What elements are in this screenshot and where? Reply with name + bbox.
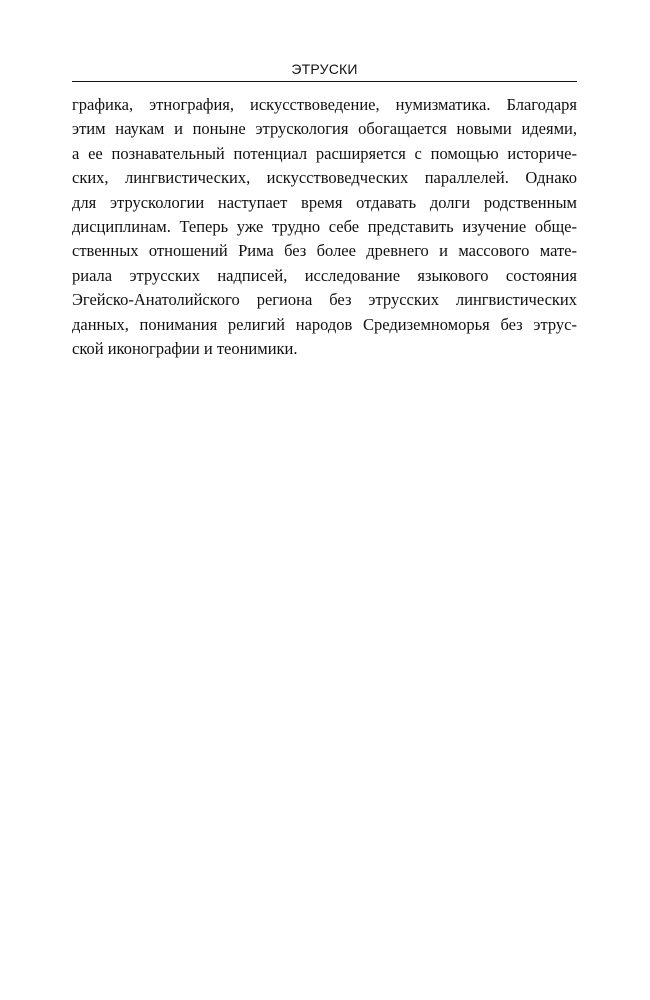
text-line: графика, этнография, искусствоведение, нумизматика. Благодаря <box>72 95 577 114</box>
running-head: ЭТРУСКИ <box>291 61 358 77</box>
header-rule <box>72 81 577 82</box>
text-line: а ее познавательный потенциал расширяется с помощью историче- <box>72 143 577 163</box>
text-line: этим наукам и поныне этрускология обогащается новыми идеями, <box>72 119 577 139</box>
text-line: риала этрусских надписей, исследование языкового состояния <box>72 265 577 285</box>
text-line: данных, понимания религий народов Средиземноморья без этрус- <box>72 314 577 334</box>
body-paragraph <box>72 93 577 361</box>
text-line: ских, лингвистических, искусствоведческих параллелей. Однако <box>72 168 577 188</box>
text-line: для этрускологии наступает время отдавать долги родственным <box>72 192 577 212</box>
text-line: ской иконографии и теонимики. <box>72 338 298 358</box>
text-line: Эгейско-Анатолийского региона без этрусских лингвистических <box>72 290 577 310</box>
text-line: дисциплинам. Теперь уже трудно себе представить изучение обще- <box>72 216 577 236</box>
text-line: ственных отношений Рима без более древнего и массового мате- <box>72 241 577 261</box>
